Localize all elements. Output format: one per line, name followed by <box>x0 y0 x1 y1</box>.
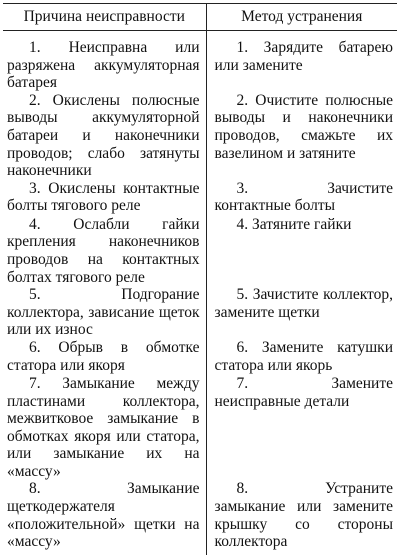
cause-cell <box>3 92 206 180</box>
table-header-row <box>3 4 397 31</box>
table-row <box>3 286 397 339</box>
cause-cell <box>3 375 206 481</box>
remedy-cell <box>206 286 397 339</box>
remedy-text: 7. Замените неисправные детали <box>214 374 393 410</box>
column-header-remedy: Метод устранения <box>206 4 397 31</box>
remedy-cell <box>206 339 397 375</box>
cause-cell <box>3 480 206 554</box>
troubleshooting-table-page <box>3 3 397 551</box>
remedy-cell <box>206 375 397 481</box>
table-row <box>3 375 397 481</box>
cause-cell <box>3 216 206 286</box>
table-row <box>3 339 397 375</box>
cause-cell <box>3 180 206 216</box>
remedy-text: 5. Зачистите коллектор, замените щетки <box>214 286 393 321</box>
cause-text: 5. Подгорание коллектора, зависание щеток или их износ <box>7 286 200 339</box>
cause-cell <box>3 286 206 339</box>
cause-text: 3. Окислены контактные болты тягового реле <box>7 179 200 215</box>
remedy-text: 6. Замените катушки статора или якорь <box>214 338 393 374</box>
cause-text: 2. Окислены полюсные выводы аккумуляторной батареи и наконечники проводов; слабо затянуты наконечники <box>7 91 200 180</box>
table-row <box>3 180 397 216</box>
remedy-text: 2. Очистите полюсные выводы и наконечники проводов, смажьте их вазелином и затяните <box>214 91 393 162</box>
remedy-cell <box>206 480 397 554</box>
remedy-cell <box>206 180 397 216</box>
remedy-text: 3. Зачистите контактные болты <box>214 179 393 215</box>
cause-text: 6. Обрыв в обмотке статора или якоря <box>7 338 200 374</box>
table-row <box>3 92 397 180</box>
cause-text: 1. Неисправна или разряжена аккумуляторная батарея <box>7 39 200 92</box>
cause-text: 8. Замыкание щеткодержателя «положительной» щетки на «массу» <box>7 480 200 551</box>
cause-text: 7. Замыкание между пластинами коллектора, межвитковое замыкание в обмотках якоря или статора, или замыкание их на «массу» <box>7 374 200 480</box>
table-row <box>3 480 397 554</box>
table-row <box>3 216 397 286</box>
remedy-text: 8. Устраните замыкание или замените крышку со стороны коллектора <box>214 480 393 551</box>
remedy-cell <box>206 92 397 180</box>
cause-cell <box>3 31 206 92</box>
column-header-cause: Причина неисправности <box>3 4 206 31</box>
remedy-cell <box>206 216 397 286</box>
cause-text: 4. Ослабли гайки крепления наконечников проводов на контактных болтах тягового реле <box>7 215 200 286</box>
remedy-cell <box>206 31 397 92</box>
remedy-text: 4. Затяните гайки <box>236 215 352 233</box>
cause-cell <box>3 339 206 375</box>
remedy-text: 1. Зарядите батарею или замените <box>214 39 393 74</box>
troubleshooting-table <box>3 3 397 555</box>
table-row <box>3 31 397 92</box>
